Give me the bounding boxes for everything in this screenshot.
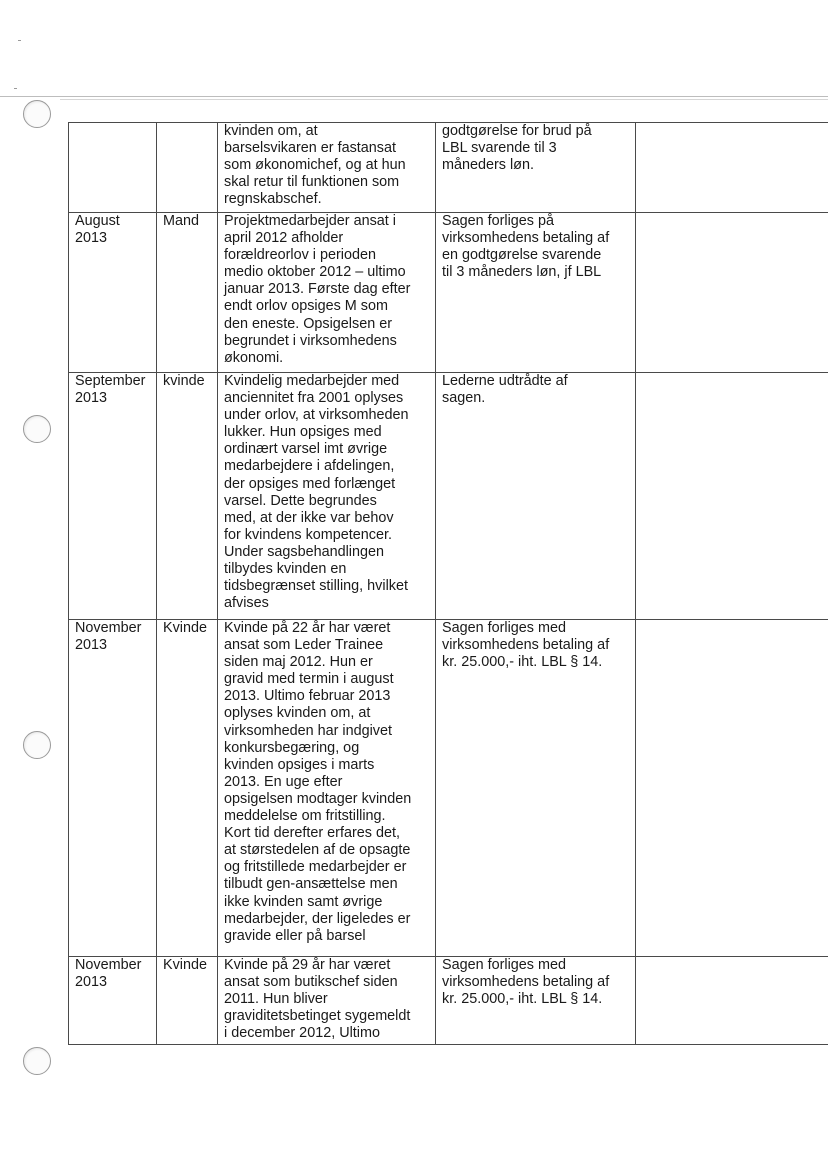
- gender-cell: [157, 123, 218, 213]
- table-row: [69, 620, 828, 957]
- gender-cell: Kvinde: [157, 957, 218, 1045]
- date-cell: August 2013: [69, 213, 157, 373]
- gender-cell: Mand: [157, 213, 218, 373]
- punch-hole: [23, 731, 51, 759]
- table-row: [69, 373, 828, 620]
- description-cell: Kvindelig medarbejder med anciennitet fra 2001 oplyses under orlov, at virksomheden lukker. Hun opsiges med ordinært varsel imt øvrige medarbejdere i afdelingen, der opsiges med forlænget varsel. Dette begrundes med, at der ikke var behov for kvindens kompetencer. Under sagsbehandlingen tilbydes kvinden en tidsbegrænset stilling, hvilket afvises: [218, 373, 436, 620]
- extra-cell: [636, 373, 828, 620]
- extra-cell: [636, 957, 828, 1045]
- outcome-cell: Lederne udtrådte af sagen.: [436, 373, 636, 620]
- table-row: [69, 957, 828, 1045]
- page-top-rule-shadow: [60, 99, 828, 100]
- extra-cell: [636, 123, 828, 213]
- table-row: [69, 213, 828, 373]
- outcome-cell: Sagen forliges på virksomhedens betaling af en godtgørelse svarende til 3 måneders løn, jf LBL: [436, 213, 636, 373]
- description-cell: Kvinde på 29 år har været ansat som butikschef siden 2011. Hun bliver graviditetsbetinget sygemeldt i december 2012, Ultimo: [218, 957, 436, 1045]
- description-cell: Kvinde på 22 år har været ansat som Leder Trainee siden maj 2012. Hun er gravid med termin i august 2013. Ultimo februar 2013 oplyses kvinden om, at virksomheden har indgivet konkursbegæring, og kvinden opsiges i marts 2013. En uge efter opsigelsen modtager kvinden meddelelse om fritstilling. Kort tid derefter erfares det, at størstedelen af de opsagte og fritstillede medarbejder er tilbudt gen-ansættelse men ikke kvinden samt øvrige medarbejder, der ligeledes er gravide eller på barsel: [218, 620, 436, 957]
- table-row: [69, 123, 828, 213]
- description-cell: Projektmedarbejder ansat i april 2012 afholder forældreorlov i perioden medio oktober 2012 – ultimo januar 2013. Første dag efter endt orlov opsiges M som den eneste. Opsigelsen er begrundet i virksomhedens økonomi.: [218, 213, 436, 373]
- punch-hole: [23, 1047, 51, 1075]
- punch-hole: [23, 100, 51, 128]
- date-cell: November 2013: [69, 620, 157, 957]
- gender-cell: Kvinde: [157, 620, 218, 957]
- description-cell: kvinden om, at barselsvikaren er fastansat som økonomichef, og at hun skal retur til funktionen som regnskabschef.: [218, 123, 436, 213]
- date-cell: September 2013: [69, 373, 157, 620]
- cases-table: [68, 122, 828, 1045]
- scan-speck: [18, 40, 21, 41]
- date-cell: [69, 123, 157, 213]
- page-top-rule: [0, 96, 828, 97]
- gender-cell: kvinde: [157, 373, 218, 620]
- punch-hole: [23, 415, 51, 443]
- outcome-cell: godtgørelse for brud på LBL svarende til 3 måneders løn.: [436, 123, 636, 213]
- extra-cell: [636, 213, 828, 373]
- date-cell: November 2013: [69, 957, 157, 1045]
- outcome-cell: Sagen forliges med virksomhedens betaling af kr. 25.000,- iht. LBL § 14.: [436, 620, 636, 957]
- outcome-cell: Sagen forliges med virksomhedens betaling af kr. 25.000,- iht. LBL § 14.: [436, 957, 636, 1045]
- scan-speck: [14, 88, 17, 89]
- extra-cell: [636, 620, 828, 957]
